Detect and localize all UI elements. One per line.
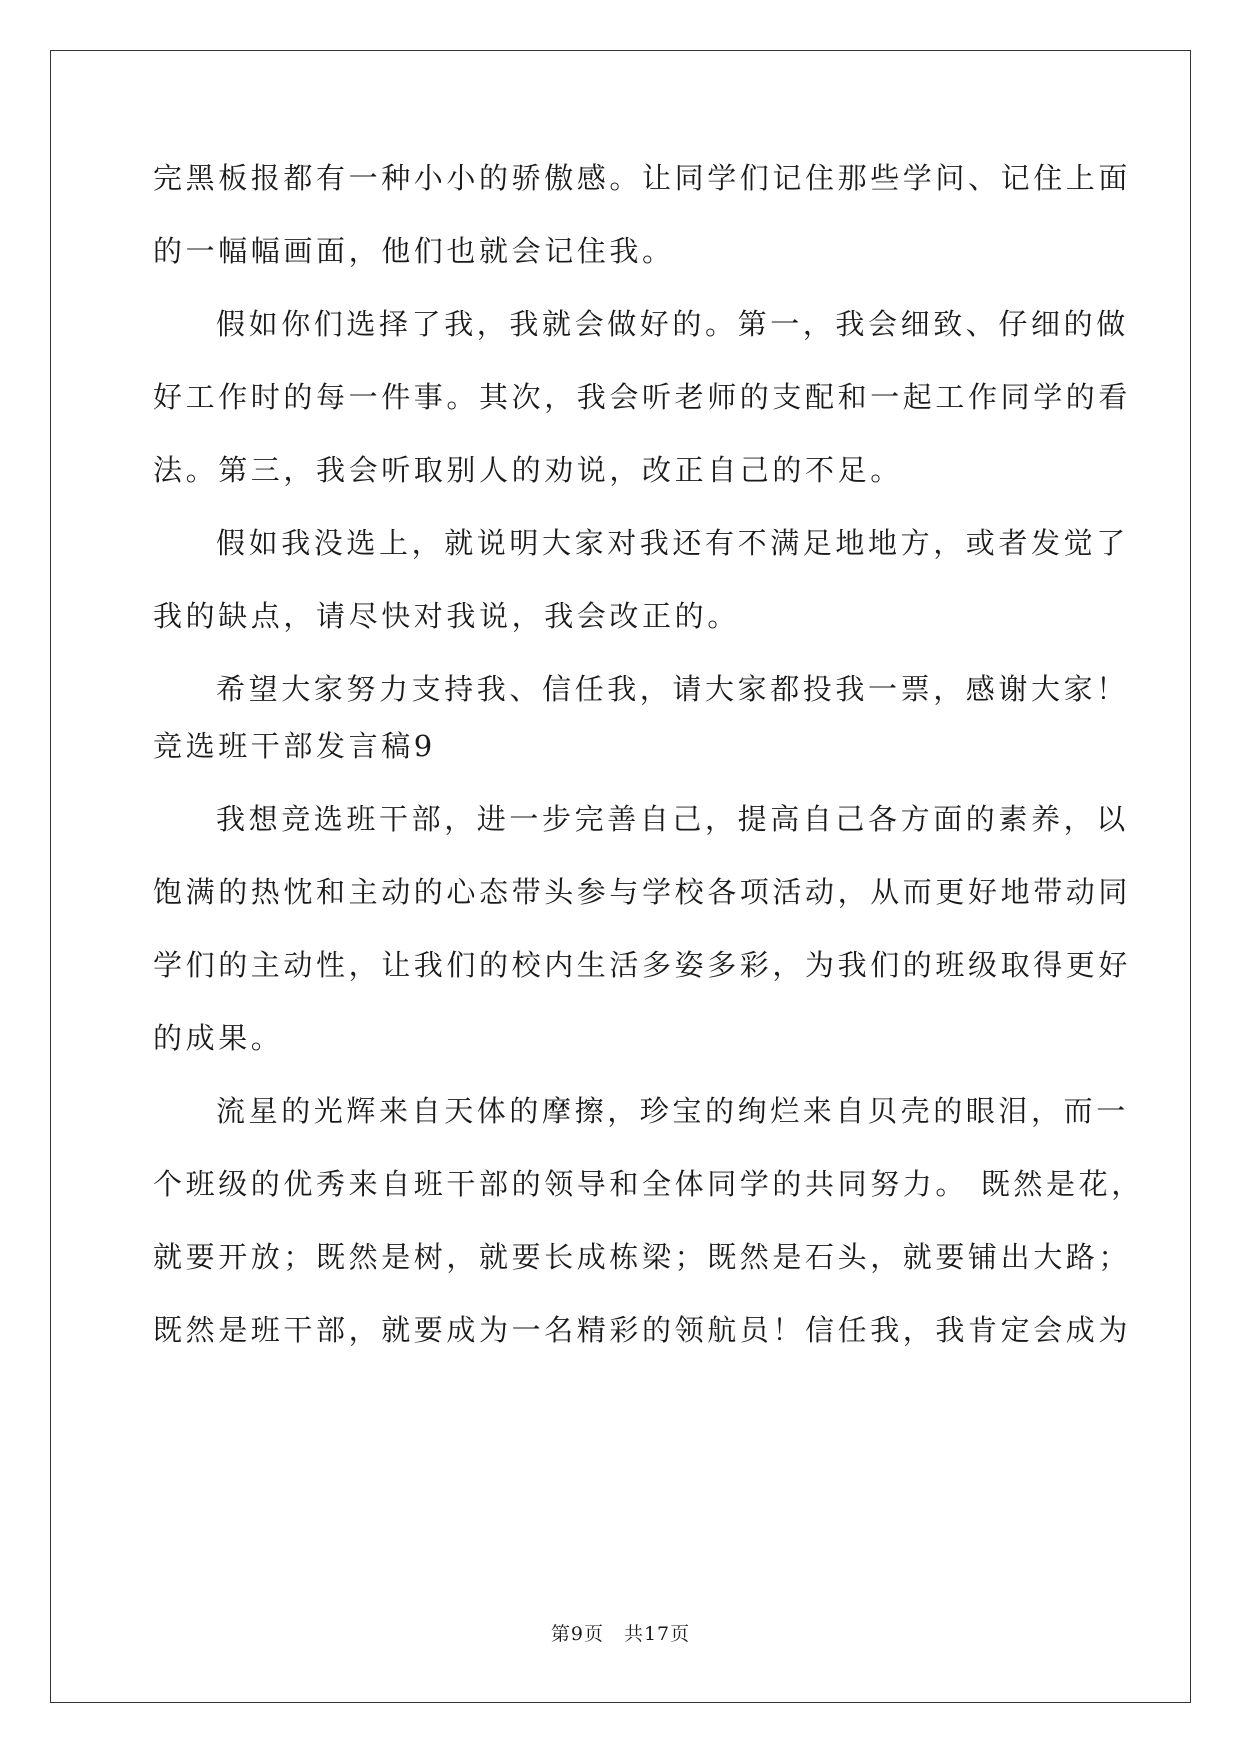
text-line-7: 我的缺点，请尽快对我说，我会改正的。 (153, 599, 740, 633)
text-line-1: 完黑板报都有一种小小的骄傲感。让同学们记住那些学问、记住上面 (153, 161, 1132, 195)
text-line-16: 就要开放；既然是树，就要长成栋梁；既然是石头，就要铺出大路； (153, 1240, 1132, 1274)
text-line-12: 学们的主动性，让我们的校内生活多姿多彩，为我们的班级取得更好 (153, 948, 1132, 982)
text-line-5: 法。第三，我会听取别人的劝说，改正自己的不足。 (153, 453, 903, 487)
text-line-15: 个班级的优秀来自班干部的领导和全体同学的共同努力。 既然是花， (153, 1167, 1144, 1201)
text-line-8: 希望大家努力支持我、信任我，请大家都投我一票，感谢大家！ (216, 672, 1129, 706)
page-footer (0, 1622, 1241, 1646)
text-line-4: 好工作时的每一件事。其次，我会听老师的支配和一起工作同学的看 (153, 380, 1132, 414)
page-total: 共17页 (623, 1623, 691, 1645)
text-line-6: 假如我没选上，就说明大家对我还有不满足地地方，或者发觉了 (216, 526, 1129, 560)
text-line-13: 的成果。 (153, 1021, 284, 1055)
text-line-11: 饱满的热忱和主动的心态带头参与学校各项活动，从而更好地带动同 (153, 875, 1132, 909)
text-line-3: 假如你们选择了我，我就会做好的。第一，我会细致、仔细的做 (216, 307, 1129, 341)
text-line-17: 既然是班干部，就要成为一名精彩的领航员！信任我，我肯定会成为 (153, 1313, 1132, 1347)
text-line-14: 流星的光辉来自天体的摩擦，珍宝的绚烂来自贝壳的眼泪，而一 (216, 1094, 1129, 1128)
text-line-2: 的一幅幅画面，他们也就会记住我。 (153, 234, 675, 268)
section-heading: 竞选班干部发言稿9 (153, 729, 436, 763)
text-line-10: 我想竞选班干部，进一步完善自己，提高自己各方面的素养，以 (216, 802, 1129, 836)
page-number: 第9页 (550, 1623, 604, 1645)
document-body (153, 158, 1144, 1350)
